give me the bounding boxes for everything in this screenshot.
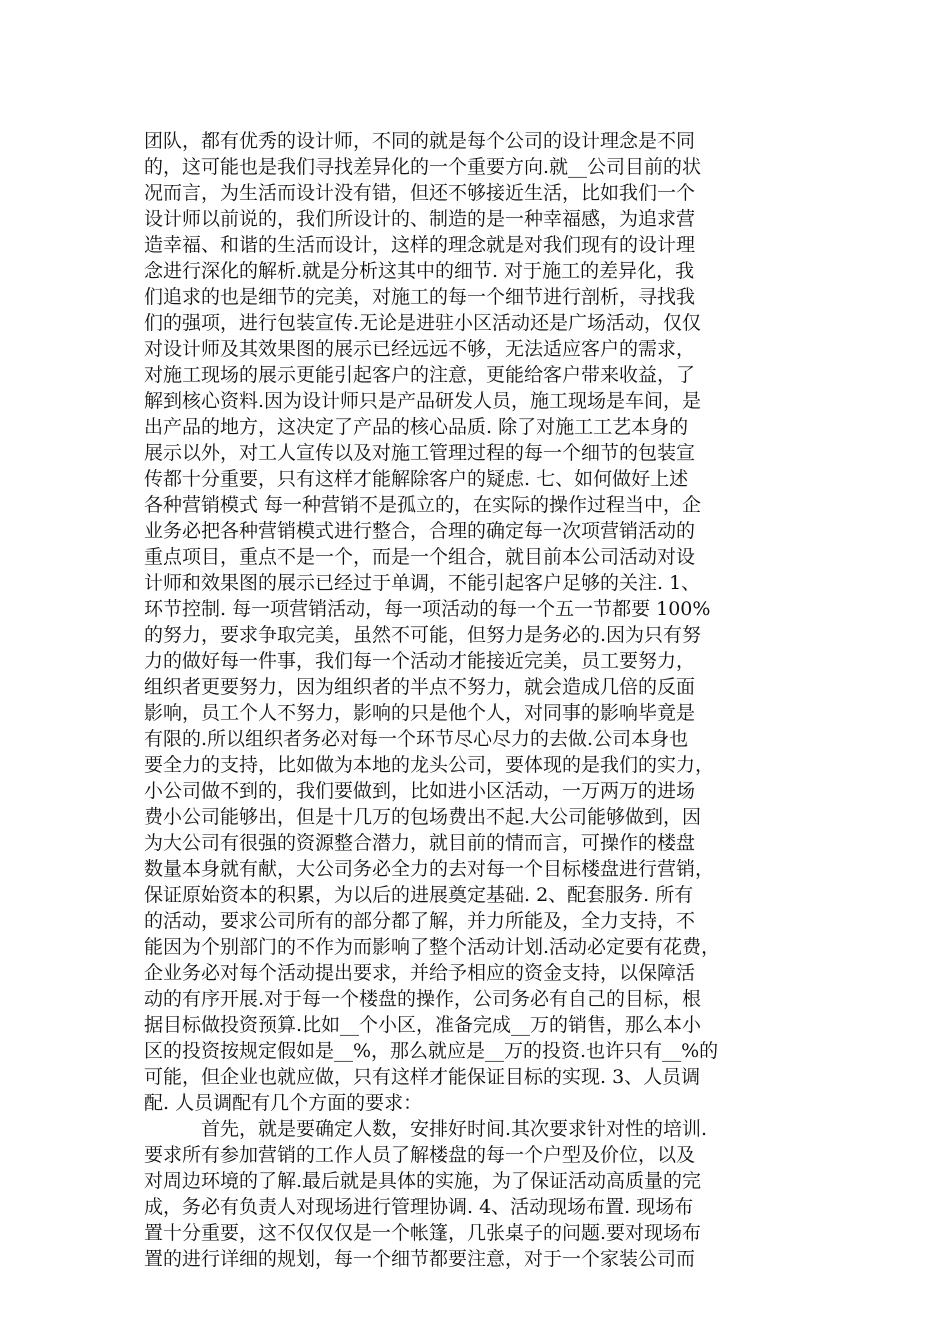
text-line: 念进行深化的解析.就是分析这其中的细节. 对于施工的差异化，我	[144, 260, 695, 282]
text-line: 对施工现场的展示更能引起客户的注意，更能给客户带来收益，了	[144, 364, 696, 386]
text-line: 区的投资按规定假如是__%，那么就应是__万的投资.也许只有__%的	[144, 1040, 719, 1062]
text-line: 重点项目，重点不是一个，而是一个组合，就目前本公司活动对设	[144, 546, 696, 568]
text-line: 造幸福、和谐的生活而设计，这样的理念就是对我们现有的设计理	[144, 234, 696, 256]
text-line: 们追求的也是细节的完美，对施工的每一个细节进行剖析，寻找我	[144, 286, 696, 308]
text-line: 配. 人员调配有几个方面的要求：	[144, 1092, 423, 1114]
text-line: 各种营销模式 每一种营销不是孤立的，在实际的操作过程当中，企	[144, 494, 702, 516]
text-line: 们的强项，进行包装宣传.无论是进驻小区活动还是广场活动，仅仅	[144, 312, 702, 334]
text-line: 要求所有参加营销的工作人员了解楼盘的每一个户型及价位，以及	[144, 1144, 696, 1166]
text-line: 环节控制. 每一项营销活动，每一项活动的每一个五一节都要 100%	[144, 598, 711, 620]
text-line: 可能，但企业也就应做，只有这样才能保证目标的实现. 3、人员调	[144, 1066, 701, 1088]
text-line: 传都十分重要，只有这样才能解除客户的疑虑. 七、如何做好上述	[144, 468, 689, 490]
text-line: 的努力，要求争取完美，虽然不可能，但努力是务必的.因为只有努	[144, 624, 702, 646]
text-line: 业务必把各种营销模式进行整合，合理的确定每一次项营销活动的	[144, 520, 696, 542]
text-line: 置的进行详细的规划，每一个细节都要注意，对于一个家装公司而	[144, 1248, 696, 1270]
text-line: 数量本身就有献，大公司务必全力的去对每一个目标楼盘进行营销，	[144, 858, 715, 880]
paragraph-1	[144, 128, 819, 1116]
text-line: 对设计师及其效果图的展示已经远远不够，无法适应客户的需求，	[144, 338, 696, 360]
text-line: 影响，员工个人不努力，影响的只是他个人，对同事的影响毕竟是	[144, 702, 696, 724]
text-line: 能因为个别部门的不作为而影响了整个活动计划.活动必定要有花费，	[144, 936, 721, 958]
text-line: 组织者更要努力，因为组织者的半点不努力，就会造成几倍的反面	[144, 676, 696, 698]
text-line: 企业务必对每个活动提出要求，并给予相应的资金支持，以保障活	[144, 962, 696, 984]
text-line: 力的做好每一件事，我们每一个活动才能接近完美，员工要努力，	[144, 650, 696, 672]
text-line: 小公司做不到的，我们要做到，比如进小区活动，一万两万的进场	[144, 780, 696, 802]
text-line: 出产品的地方，这决定了产品的核心品质. 除了对施工工艺本身的	[144, 416, 689, 438]
text-line: 解到核心资料.因为设计师只是产品研发人员，施工现场是车间，是	[144, 390, 702, 412]
text-line: 计师和效果图的展示已经过于单调，不能引起客户足够的关注. 1、	[144, 572, 701, 594]
text-line: 展示以外，对工人宣传以及对施工管理过程的每一个细节的包装宣	[144, 442, 696, 464]
text-line: 要全力的支持，比如做为本地的龙头公司，要体现的是我们的实力，	[144, 754, 715, 776]
text-line: 有限的.所以组织者务必对每一个环节尽心尽力的去做.公司本身也	[144, 728, 689, 750]
text-line: 为大公司有很强的资源整合潜力，就目前的情而言，可操作的楼盘	[144, 832, 696, 854]
text-line: 的，这可能也是我们寻找差异化的一个重要方向.就__公司目前的状	[144, 156, 702, 178]
text-line: 况而言，为生活而设计没有错，但还不够接近生活，比如我们一个	[144, 182, 696, 204]
document-body	[144, 128, 819, 1272]
text-line: 成，务必有负责人对现场进行管理协调. 4、活动现场布置. 现场布	[144, 1196, 694, 1218]
text-line: 保证原始资本的积累，为以后的进展奠定基础. 2、配套服务. 所有	[144, 884, 694, 906]
text-line: 首先，就是要确定人数，安排好时间.其次要求针对性的培训.	[201, 1118, 708, 1140]
paragraph-2	[144, 1116, 819, 1272]
text-line: 费小公司能够出，但是十几万的包场费出不起.大公司能够做到，因	[144, 806, 702, 828]
text-line: 设计师以前说的，我们所设计的、制造的是一种幸福感，为追求营	[144, 208, 696, 230]
text-line: 置十分重要，这不仅仅仅是一个帐篷，几张桌子的问题.要对现场布	[144, 1222, 702, 1244]
text-line: 动的有序开展.对于每一个楼盘的操作，公司务必有自己的目标，根	[144, 988, 702, 1010]
text-line: 团队，都有优秀的设计师，不同的就是每个公司的设计理念是不同	[144, 130, 696, 152]
text-line: 据目标做投资预算.比如__个小区，准备完成__万的销售，那么本小	[144, 1014, 702, 1036]
text-line: 对周边环境的了解.最后就是具体的实施，为了保证活动高质量的完	[144, 1170, 702, 1192]
text-line: 的活动，要求公司所有的部分都了解，并力所能及，全力支持，不	[144, 910, 696, 932]
